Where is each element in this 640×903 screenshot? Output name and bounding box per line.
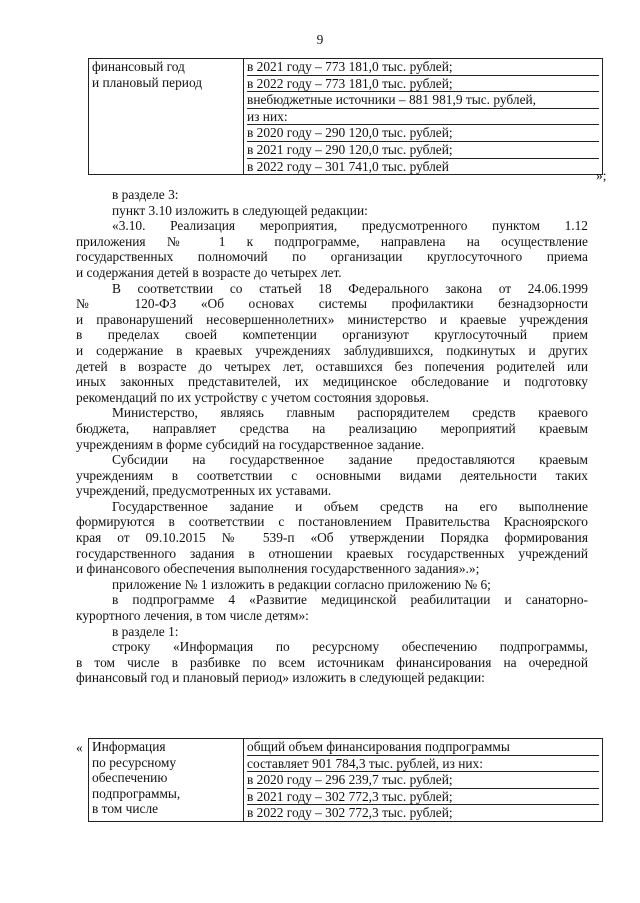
table1-right-line: в 2022 году – 301 741,0 тыс. рублей (247, 158, 449, 174)
page-number: 9 (316, 32, 324, 47)
paragraph-line: приложение № 1 изложить в редакции согласно приложению № 6; (112, 576, 491, 592)
table2-right-line: общий объем финансирования подпрограммы (247, 739, 599, 756)
paragraph (76, 405, 588, 452)
table2-right-line: в 2022 году – 302 772,3 тыс. рублей; (247, 805, 453, 821)
table2-left-line: по ресурсному (92, 754, 177, 770)
paragraph-line: финансовый год и плановый период» изложить в следующей редакции: (76, 670, 485, 686)
closing-quote-mark: »; (596, 168, 607, 183)
paragraph-line: Министерство, являясь главным распорядителем средств краевого (112, 405, 588, 421)
paragraph (76, 577, 588, 593)
paragraph-line: края от 09.10.2015 № 539-п «Об утверждении Порядка формирования (76, 530, 588, 546)
paragraph (76, 499, 588, 577)
paragraph (76, 187, 588, 203)
resource-table-new (88, 738, 603, 822)
paragraph-line: рекомендаций по их устройству с учетом состояния здоровья. (76, 389, 429, 405)
paragraph-line: учреждениям в форме субсидий на государственное задание. (76, 436, 425, 452)
paragraph-line: иных законных представителей, их медицинское обследование и подготовку (76, 374, 588, 390)
table1-right-line: в 2022 году – 773 181,0 тыс. рублей; (247, 76, 599, 93)
paragraph-line: в подпрограмме 4 «Развитие медицинской реабилитации и санаторно- (112, 592, 588, 608)
paragraph-line: и финансового обеспечения выполнения государственного задания».»; (76, 561, 480, 577)
paragraph-line: В соответствии со статьей 18 Федерального закона от 24.06.1999 (112, 280, 588, 296)
table1-left-line: и плановый период (92, 74, 203, 90)
paragraph-line: в том числе в разбивке по всем источникам финансирования на очередной (76, 654, 588, 670)
table1-right-line: из них: (247, 109, 599, 126)
paragraph-line: и содержания детей в возрасте до четырех лет. (76, 264, 342, 280)
table1-right-cell (244, 59, 603, 175)
paragraph-line: в разделе 3: (112, 187, 179, 202)
table2-right-line: в 2021 году – 302 772,3 тыс. рублей; (247, 789, 599, 806)
paragraph-line: детей в возрасте до четырех лет, оставшихся без попечения родителей или (76, 358, 588, 374)
paragraph (76, 452, 588, 499)
paragraph-line: курортного лечения, в том числе детям»: (76, 608, 309, 624)
table1-left-line: финансовый год (92, 59, 185, 74)
opening-quote-mark: « (76, 740, 83, 755)
table2-right-line: составляет 901 784,3 тыс. рублей, из них: (247, 756, 599, 773)
table2-left-cell (89, 739, 244, 822)
table2-left-line: подпрограммы, (92, 785, 181, 801)
paragraph (76, 281, 588, 406)
paragraph (76, 639, 588, 686)
table2-right-cell (244, 739, 603, 822)
paragraph (76, 592, 588, 623)
paragraph-line: в разделе 1: (112, 623, 179, 639)
paragraph-line: приложения № 1 к подпрограмме, направлена на осуществление (76, 233, 588, 249)
paragraph-line: Субсидии на государственное задание предоставляются краевым (112, 452, 588, 468)
table2-left-line: в том числе (92, 801, 159, 817)
paragraph-line: государственного задания в отношении краевых государственных учреждений (76, 545, 588, 561)
paragraph-line: № 120-ФЗ «Об основах системы профилактики безнадзорности (76, 296, 588, 312)
paragraph-line: и правонарушений несовершеннолетних» министерство и краевые учреждения (76, 311, 588, 327)
paragraph-line: Государственное задание и объем средств на его выполнение (112, 498, 588, 514)
table1-left-cell (89, 59, 244, 175)
resource-table-continued (88, 58, 603, 175)
document-body (76, 187, 588, 686)
table2-left-line: Информация (92, 739, 166, 754)
paragraph-line: «3.10. Реализация мероприятия, предусмотренного пунктом 1.12 (112, 218, 588, 234)
table1-right-line: в 2020 году – 290 120,0 тыс. рублей; (247, 125, 599, 142)
paragraph-line: строку «Информация по ресурсному обеспечению подпрограммы, (112, 639, 588, 655)
paragraph (76, 624, 588, 640)
paragraph-line: и содержание в краевых учреждениях заблудившихся, подкинутых и других (76, 342, 588, 358)
paragraph (76, 218, 588, 280)
paragraph-line: формируются в соответствии с постановлением Правительства Красноярского (76, 514, 588, 530)
table2-left-line: обеспечению (92, 770, 168, 786)
paragraph (76, 203, 588, 219)
paragraph-line: учреждений, предусмотренных их уставами. (76, 483, 332, 499)
table1-right-line: в 2021 году – 773 181,0 тыс. рублей; (247, 59, 599, 76)
table2-right-line: в 2020 году – 296 239,7 тыс. рублей; (247, 772, 599, 789)
paragraph-line: учреждениям в соответствии с основными видами деятельности таких (76, 467, 588, 483)
paragraph-line: бюджета, направляет средства на реализацию мероприятий краевым (76, 420, 588, 436)
table1-right-line: внебюджетные источники – 881 981,9 тыс. рублей, (247, 92, 599, 109)
paragraph-line: государственных полномочий по организации круглосуточного приема (76, 249, 588, 265)
paragraph-line: в пределах своей компетенции организуют круглосуточный прием (76, 327, 588, 343)
table1-right-line: в 2021 году – 290 120,0 тыс. рублей; (247, 142, 599, 159)
paragraph-line: пункт 3.10 изложить в следующей редакции: (112, 202, 368, 218)
